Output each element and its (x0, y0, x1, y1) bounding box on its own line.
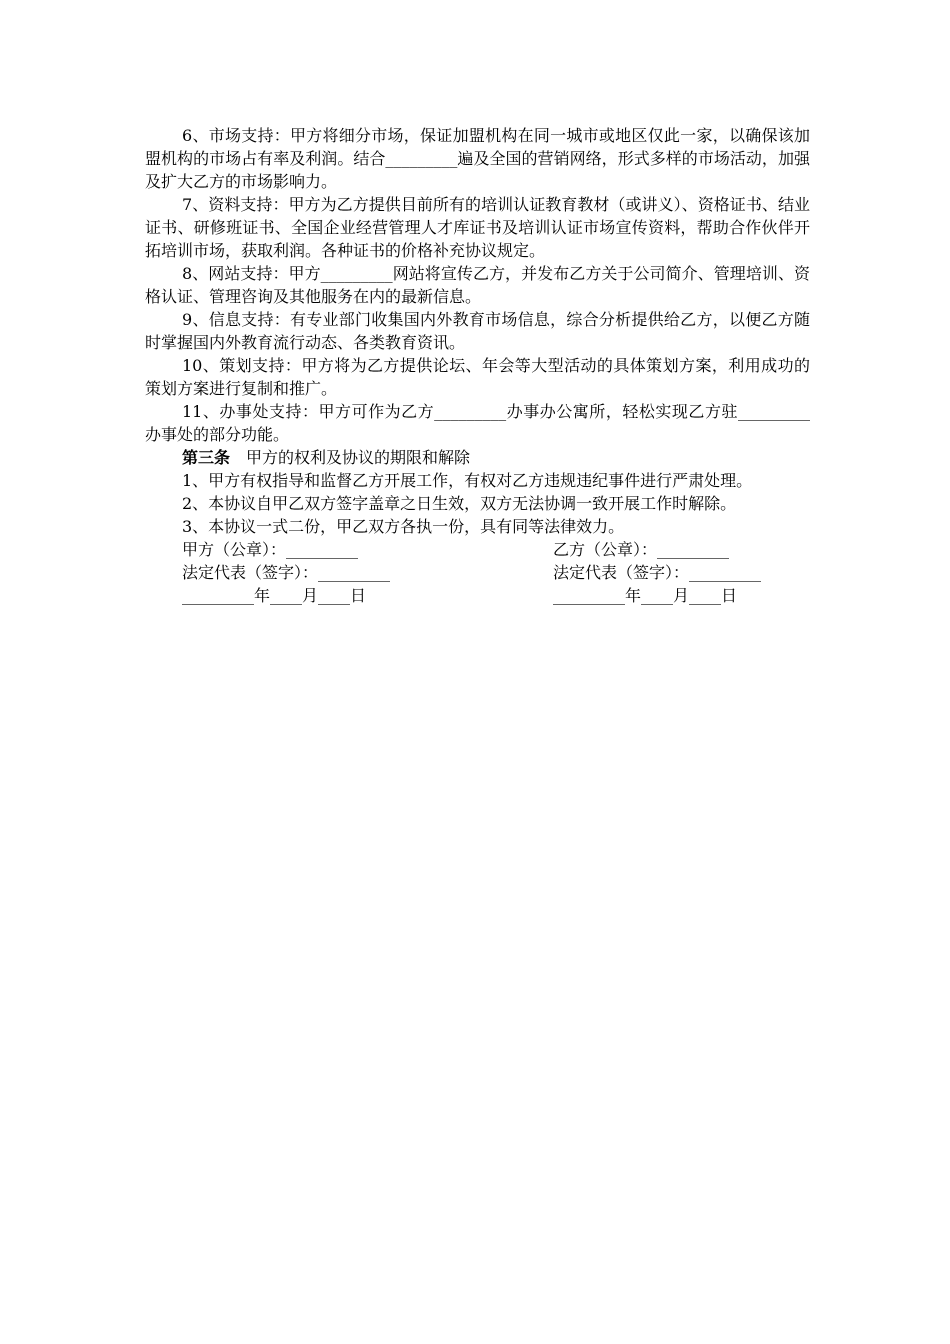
party-a-representative-field: 法定代表（签字）：_________ (182, 563, 391, 582)
article-3-heading (145, 446, 810, 469)
article-3-label: 第三条 (182, 448, 231, 467)
party-a-date-field: _________年____月____日 (182, 586, 367, 605)
article-3-clause-2: 2、本协议自甲乙双方签字盖章之日生效，双方无法协调一致开展工作时解除。 (182, 494, 737, 513)
clause-10-planning-support: 10、策划支持：甲方将为乙方提供论坛、年会等大型活动的具体策划方案，利用成功的策划方案进行复制和推广。 (145, 356, 810, 398)
party-b-representative-field: 法定代表（签字）：_________ (553, 563, 762, 582)
party-a-seal-field: 甲方（公章）：_________ (182, 540, 359, 559)
clause-11-office-support: 11、办事处支持：甲方可作为乙方_________办事办公寓所，轻松实现乙方驻_________办事处的部分功能。 (145, 402, 810, 444)
article-3-title: 甲方的权利及协议的期限和解除 (246, 448, 471, 467)
clause-8-website-support: 8、网站支持：甲方_________网站将宣传乙方，并发布乙方关于公司简介、管理培训、资格认证、管理咨询及其他服务在内的最新信息。 (145, 264, 810, 306)
clause-7-materials-support: 7、资料支持：甲方为乙方提供目前所有的培训认证教育教材（或讲义）、资格证书、结业证书、研修班证书、全国企业经营管理人才库证书及培训认证市场宣传资料，帮助合作伙伴开拓培训市场，获取利润。各种证书的价格补充协议规定。 (145, 195, 810, 260)
article-3-clause-3: 3、本协议一式二份，甲乙双方各执一份，具有同等法律效力。 (182, 517, 625, 536)
clause-6-market-support: 6、市场支持：甲方将细分市场，保证加盟机构在同一城市或地区仅此一家，以确保该加盟机构的市场占有率及利润。结合_________遍及全国的营销网络，形式多样的市场活动，加强及扩大乙方的市场影响力。 (145, 126, 810, 191)
signature-row-date (145, 584, 810, 607)
party-b-date-field: _________年____月____日 (553, 586, 738, 605)
document-page (145, 124, 810, 607)
party-b-seal-field: 乙方（公章）：_________ (553, 540, 730, 559)
article-3-clause-1: 1、甲方有权指导和监督乙方开展工作，有权对乙方违规违纪事件进行严肃处理。 (182, 471, 753, 490)
clause-9-information-support: 9、信息支持：有专业部门收集国内外教育市场信息，综合分析提供给乙方，以便乙方随时掌握国内外教育流行动态、各类教育资讯。 (145, 310, 810, 352)
signature-row-seal (145, 538, 810, 561)
signature-row-representative (145, 561, 810, 584)
